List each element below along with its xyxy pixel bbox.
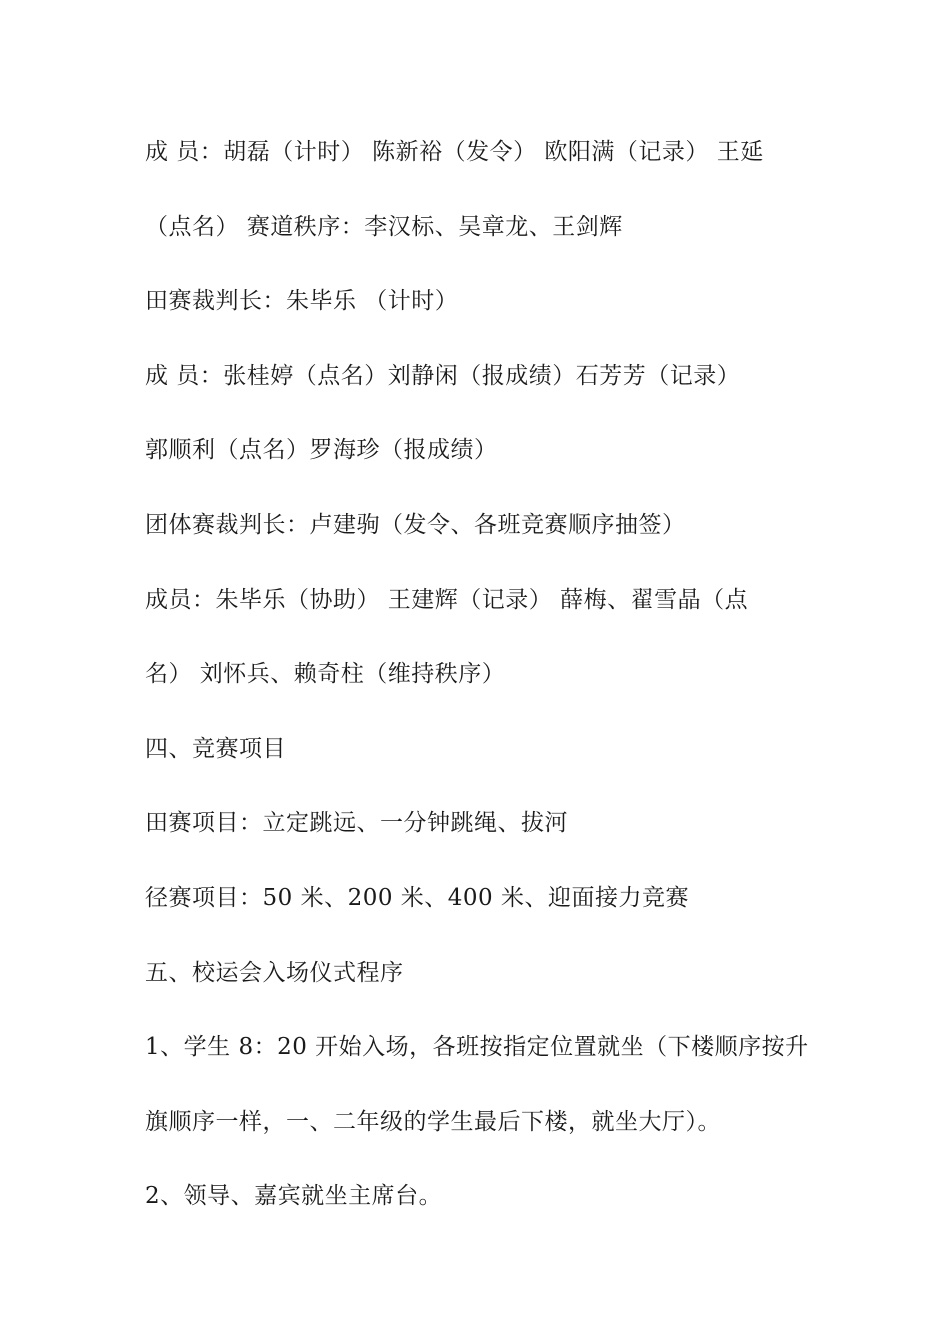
text-line-judges-members: 成 员：胡磊（计时） 陈新裕（发令） 欧阳满（记录） 王延	[145, 139, 764, 165]
text-line-track-events: 径赛项目：50 米、200 米、400 米、迎面接力竞赛	[145, 884, 689, 911]
text-line-team-members-cont: 名） 刘怀兵、赖奇柱（维持秩序）	[145, 661, 506, 688]
text-line-field-chief: 田赛裁判长：朱毕乐 （计时）	[145, 288, 459, 315]
text-line-field-events: 田赛项目：立定跳远、一分钟跳绳、拔河	[145, 810, 568, 837]
text-line-ceremony-step-1-cont: 旗顺序一样，一、二年级的学生最后下楼，就坐大厅）。	[145, 1108, 721, 1135]
text-line-field-members-cont: 郭顺利（点名）罗海珍（报成绩）	[145, 437, 498, 464]
text-line-field-members: 成 员：张桂婷（点名）刘静闲（报成绩）石芳芳（记录）	[145, 362, 741, 389]
text-line-ceremony-step-1: 1、学生 8：20 开始入场，各班按指定位置就坐（下楼顺序按升	[145, 1034, 809, 1061]
text-line-ceremony-step-2: 2、领导、嘉宾就坐主席台。	[145, 1183, 443, 1210]
document-body	[145, 132, 810, 1251]
text-line-team-chief: 团体赛裁判长：卢建驹（发令、各班竞赛顺序抽签）	[145, 511, 686, 538]
text-line-team-members: 成员：朱毕乐（协助） 王建辉（记录） 薛梅、翟雪晶（点	[145, 586, 749, 613]
section-heading-ceremony: 五、校运会入场仪式程序	[145, 959, 404, 986]
section-heading-events: 四、竞赛项目	[145, 735, 286, 762]
text-line-track-order: （点名） 赛道秩序：李汉标、吴章龙、王剑辉	[145, 213, 623, 240]
